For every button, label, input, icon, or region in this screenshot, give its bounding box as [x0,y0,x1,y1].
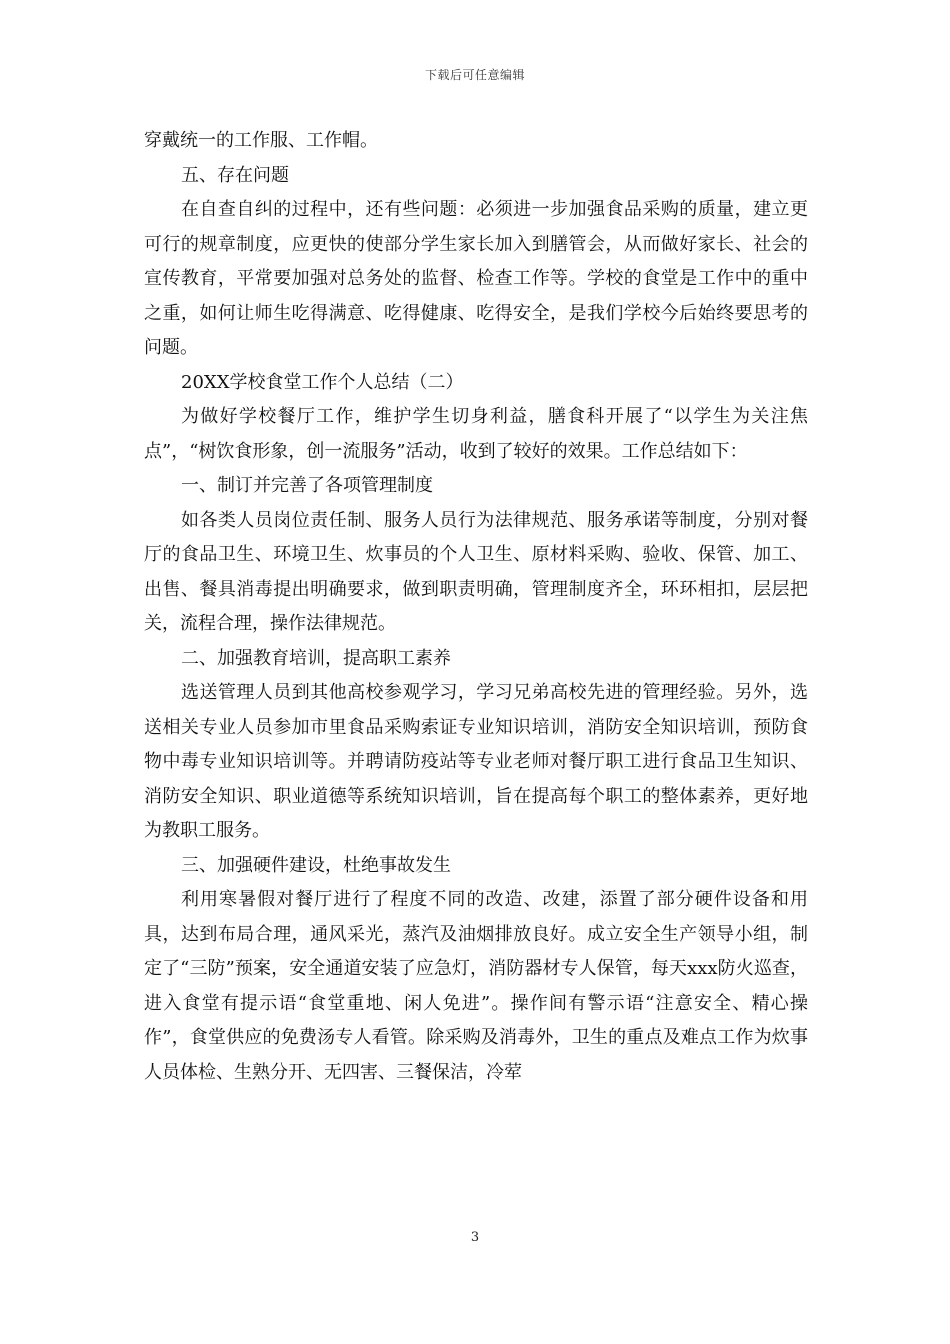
section-heading: 三、加强硬件建设，杜绝事故发生 [181,854,451,876]
document-body [144,124,808,1090]
paragraph: 为做好学校餐厅工作，维护学生切身利益，膳食科开展了“以学生为关注焦点”，“树饮食形象，创一流服务”活动，收到了较好的效果。工作总结如下： [144,406,808,462]
document-subtitle: 20XX学校食堂工作个人总结（二） [181,371,464,393]
section-heading: 一、制订并完善了各项管理制度 [181,475,433,496]
section-heading: 五、存在问题 [181,164,289,186]
paragraph: 利用寒暑假对餐厅进行了程度不同的改造、改建，添置了部分硬件设备和用具，达到布局合理，通风采光，蒸汽及油烟排放良好。成立安全生产领导小组，制定了“三防”预案，安全通道安装了应急灯，消防器材专人保管，每天xxx防火巡查，进入食堂有提示语“食堂重地、闲人免进”。操作间有警示语“注意安全、精心操作”，食堂供应的免费汤专人看管。除采购及消毒外，卫生的重点及难点工作为炊事人员体检、生熟分开、无四害、三餐保洁，冷荤 [144,889,808,1083]
page-header: 下载后可任意编辑 [424,68,525,82]
paragraph: 选送管理人员到其他高校参观学习，学习兄弟高校先进的管理经验。另外，选送相关专业人员参加市里食品采购索证专业知识培训，消防安全知识培训，预防食物中毒专业知识培训等。并聘请防疫站等专业老师对餐厅职工进行食品卫生知识、消防安全知识、职业道德等系统知识培训，旨在提高每个职工的整体素养，更好地为教职工服务。 [144,682,808,841]
paragraph: 穿戴统一的工作服、工作帽。 [144,130,378,151]
section-heading: 二、加强教育培训，提高职工素养 [181,647,451,669]
paragraph: 如各类人员岗位责任制、服务人员行为法律规范、服务承诺等制度，分别对餐厅的食品卫生、环境卫生、炊事员的个人卫生、原材料采购、验收、保管、加工、出售、餐具消毒提出明确要求，做到职责明确，管理制度齐全，环环相扣，层层把关，流程合理，操作法律规范。 [144,509,808,634]
page-number: 3 [470,1230,480,1245]
paragraph: 在自查自纠的过程中，还有些问题：必须进一步加强食品采购的质量，建立更可行的规章制度，应更快的使部分学生家长加入到膳管会，从而做好家长、社会的宣传教育，平常要加强对总务处的监督、检查工作等。学校的食堂是工作中的重中之重，如何让师生吃得满意、吃得健康、吃得安全，是我们学校今后始终要思考的问题。 [144,199,808,358]
